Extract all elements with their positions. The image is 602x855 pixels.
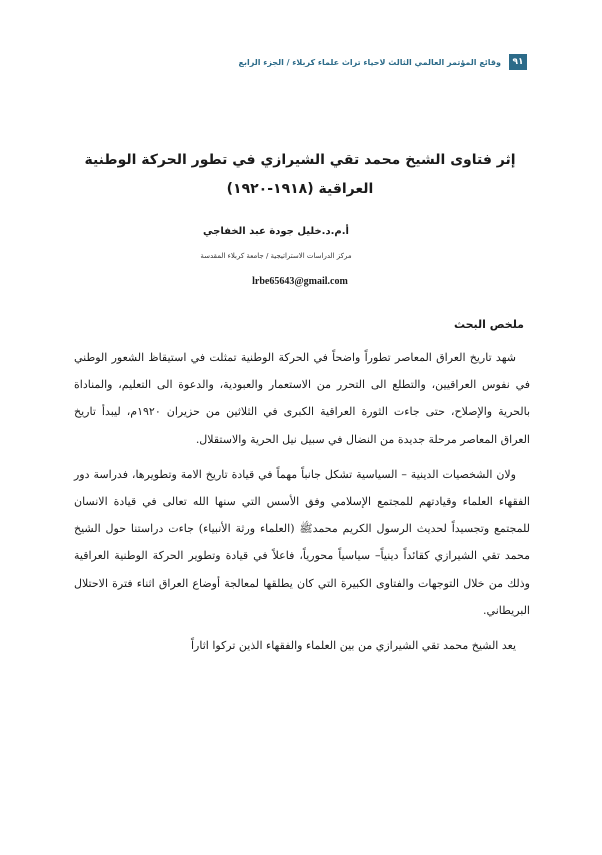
author-name: أ.م.د.خليل جودة عبد الخفاجي <box>203 226 349 237</box>
abstract-paragraph: ولان الشخصيات الدينية – السياسية تشكل جانباً مهماً في قيادة تاريخ الامة وتطويرها، فدراسة دور الفقهاء العلماء وقيادتهم للمجتمع الإسلامي وفق الأسس التي سنها الله تعالى في قيادة الانسان للمجتمع وتجسيداً لحديث الرسول الكريم محمدﷺ (العلماء ورثة الأنبياء) جاءت دراستنا حول الشيخ محمد تقي الشيرازي كقائداً دينياً– سياسياً محورياً، فاعلاً في قيادة وتطوير الحركة الوطنية العراقية وذلك من خلال التوجهات والفتاوى الكبيرة التي كان يطلقها لمعالجة أوضاع العراق اثناء فترة الاحتلال البريطاني. <box>74 467 530 617</box>
page-number: ٩١ <box>509 54 527 70</box>
running-title: وقائع المؤتمر العالمي الثالث لاحياء تراث علماء كربلاء / الجزء الرابع <box>238 57 501 67</box>
running-header <box>222 52 527 72</box>
abstract-paragraph: شهد تاريخ العراق المعاصر تطوراً واضحاً في الحركة الوطنية تمثلت في استيقاظ الشعور الوطني في نفوس العراقيين، والتطلع الى التحرر من الاستعمار والعبودية، والدعوة الى التعليم، والمناداة بالحرية والإصلاح، حتى جاءت الثورة العراقية الكبرى في الثلاثين من حزيران ١٩٢٠م، ليبدأ تاريخ العراق المعاصر مرحلة جديدة من النضال في سبيل نيل الحرية والاستقلال. <box>74 351 531 446</box>
article-title: إثر فتاوى الشيخ محمد تقي الشيرازي في تطور الحركة الوطنية العراقية (١٩١٨-١٩٢٠) <box>84 152 516 197</box>
abstract-body <box>74 344 530 667</box>
author-affiliation: مركز الدراسات الاستراتيجية / جامعة كربلاء المقدسة <box>200 252 352 260</box>
author-email: lrbe65643@gmail.com <box>252 276 348 287</box>
abstract-heading: ملخص البحث <box>453 318 524 331</box>
abstract-paragraph: يعد الشيخ محمد تقي الشيرازي من بين العلماء والفقهاء الذين تركوا اثاراً <box>190 639 516 653</box>
